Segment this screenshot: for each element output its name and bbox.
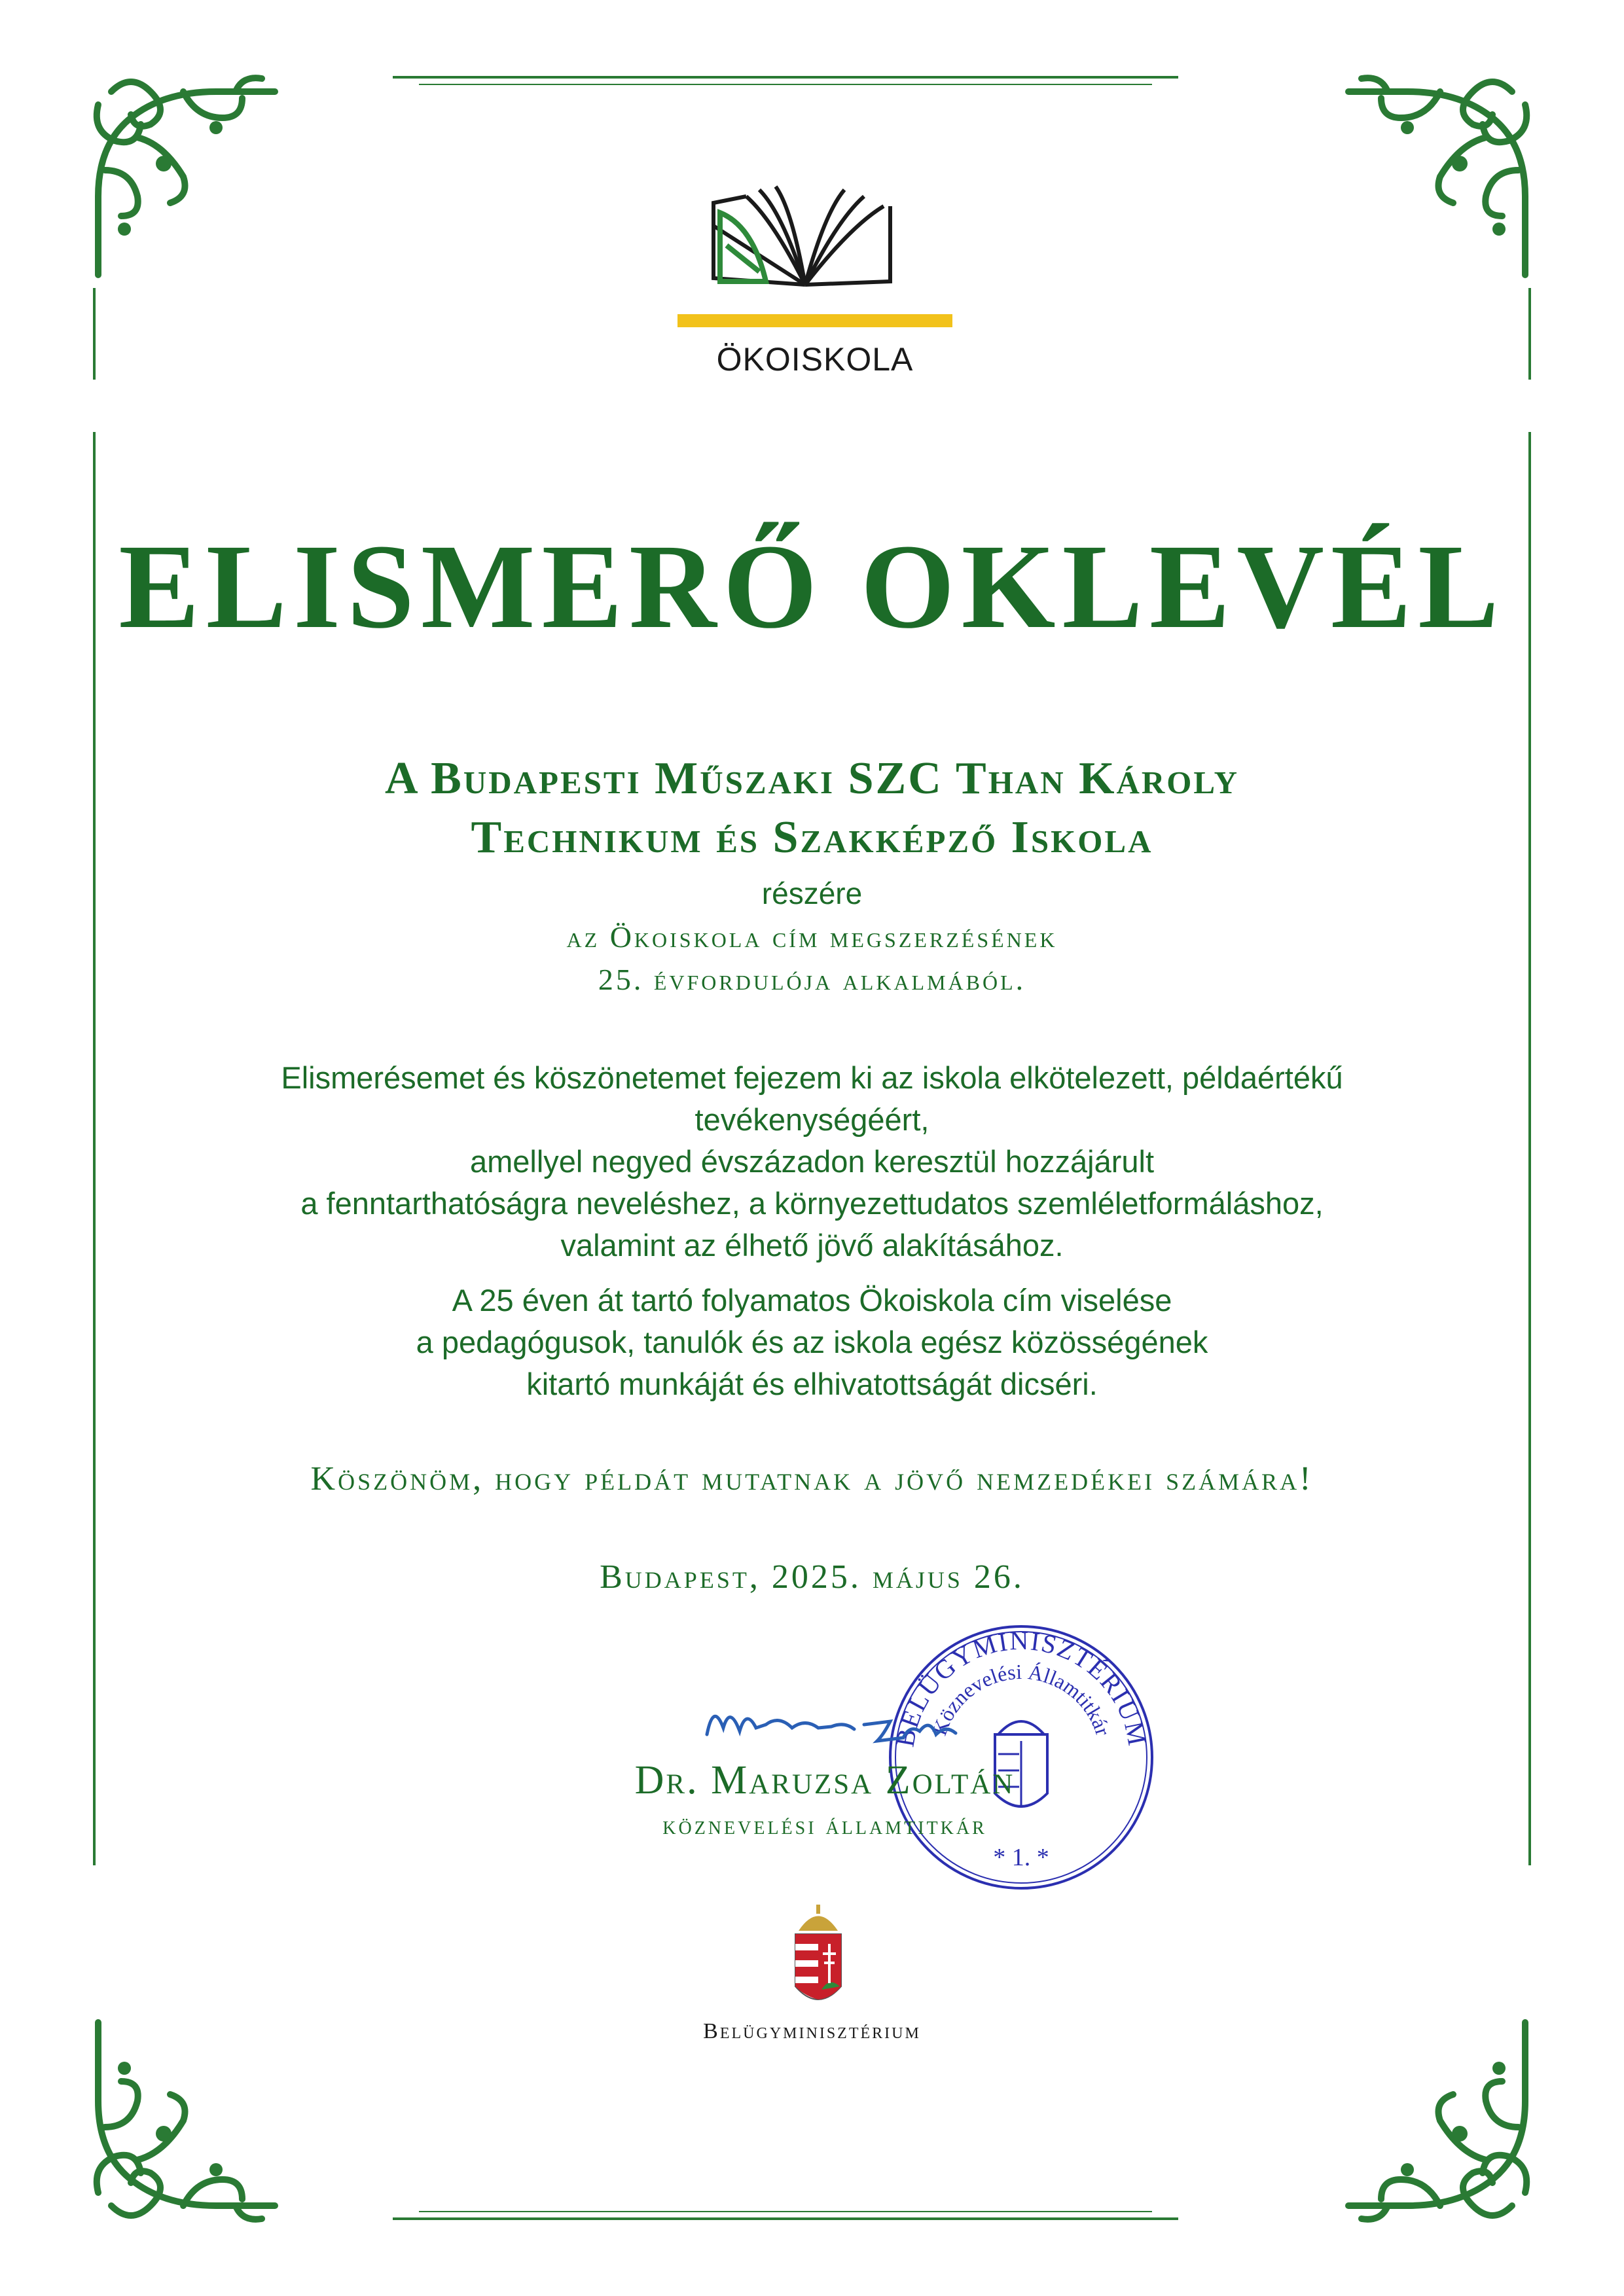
paragraph-1 <box>0 1057 1624 1266</box>
recipient-line-1: A Budapesti Műszaki SZC Than Károly <box>384 753 1239 804</box>
paragraph-1-line: Elismerésemet és köszönetemet fejezem ki az iskola elkötelezett, példaértékű <box>281 1060 1343 1095</box>
paragraph-1-line: a fenntarthatóságra neveléshez, a környezettudatos szemléletformáláshoz, <box>300 1186 1324 1221</box>
paragraph-2-line: A 25 éven át tartó folyamatos Ökoiskola cím viselése <box>452 1283 1172 1318</box>
frame-bottom-line-thin <box>419 2211 1152 2212</box>
place-date: Budapest, 2025. május 26. <box>600 1558 1024 1596</box>
signer-name: Dr. Maruzsa Zoltán <box>634 1758 1015 1803</box>
occasion-line-1: az Ökoiskola cím megszerzésének <box>566 920 1058 954</box>
stamp-bottom-text: * 1. * <box>993 1844 1049 1871</box>
paragraph-1-line: amellyel negyed évszázadon keresztül hozzájárult <box>469 1144 1154 1179</box>
ministry-name: Belügyminisztérium <box>703 2019 921 2043</box>
paragraph-1-line: tevékenységéért, <box>695 1102 929 1137</box>
handwritten-signature <box>694 1689 969 1761</box>
stamp-top-text: BELÜGYMINISZTÉRIUM <box>890 1625 1153 1749</box>
occasion-line-2: 25. évfordulója alkalmából. <box>598 963 1026 996</box>
paragraph-1-line: valamint az élhető jövő alakításához. <box>560 1228 1064 1263</box>
hungarian-coat-of-arms-icon <box>789 1901 848 2013</box>
frame-top-line-thin <box>419 84 1152 85</box>
corner-ornament-top-right <box>1342 65 1538 281</box>
frame-top-line <box>393 76 1178 79</box>
logo-text: ÖKOISKOLA <box>716 341 914 378</box>
recipient-suffix: részére <box>761 876 863 910</box>
thanks-line: Köszönöm, hogy példát mutatnak a jövő nemzedékei számára! <box>310 1460 1314 1498</box>
recipient-line-2: Technikum és Szakképző Iskola <box>471 812 1153 863</box>
frame-bottom-line <box>393 2217 1178 2220</box>
corner-ornament-top-left <box>85 65 281 281</box>
corner-ornament-bottom-right <box>1342 2016 1538 2232</box>
certificate-title: ELISMERŐ OKLEVÉL <box>118 520 1506 654</box>
signer-title: köznevelési államtitkár <box>662 1810 987 1840</box>
frame-right-line-short-top <box>1528 288 1531 380</box>
frame-left-line-short-top <box>93 288 96 380</box>
paragraph-2-line: kitartó munkáját és elhivatottságát dicséri. <box>526 1367 1098 1401</box>
corner-ornament-bottom-left <box>85 2016 281 2232</box>
stamp-inner-text: Köznevelési Államtitkár <box>927 1659 1115 1739</box>
paragraph-2 <box>0 1280 1624 1405</box>
paragraph-2-line: a pedagógusok, tanulók és az iskola egész közösségének <box>416 1325 1208 1359</box>
